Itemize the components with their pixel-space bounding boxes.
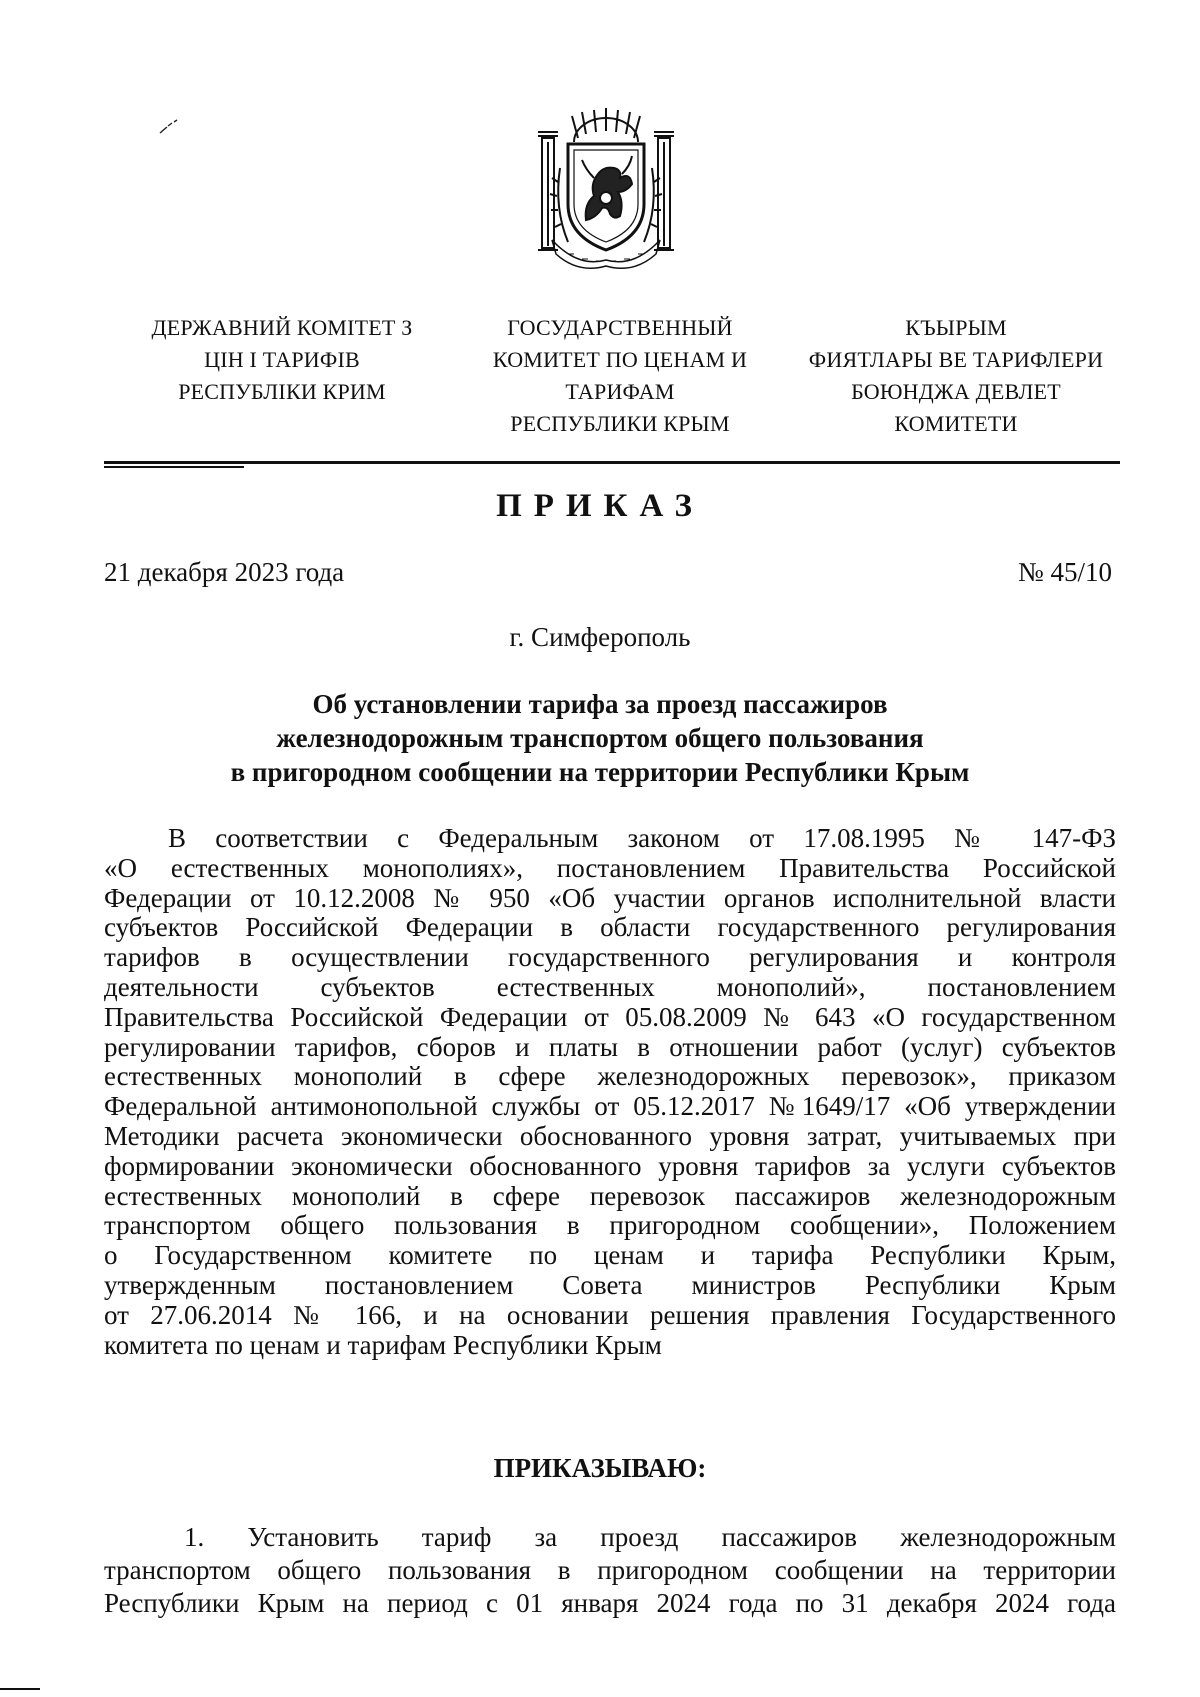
header-line: ДЕРЖАВНИЙ КОМІТЕТ З [151,315,413,340]
preamble-line: транспортом общего пользования в пригородном сообщении», Положением [104,1210,1116,1241]
header-line: КЪЫРЫМ [905,315,1007,340]
document-title: ПРИКАЗ [496,488,704,524]
preamble-line: формировании экономически обоснованного уровня тарифов за услуги субъектов [104,1150,1116,1181]
header-divider-accent [104,466,244,468]
preamble-line: субъектов Российской Федерации в области государственного регулирования [104,912,1116,943]
preamble-line: о Государственном комитете по ценам и тарифа Республики Крым, [104,1240,1116,1271]
header-line: РЕСПУБЛІКИ КРИМ [178,379,386,404]
header-crimean-tatar [786,312,1126,440]
preamble-paragraph [104,824,1116,1360]
preamble-line: деятельности субъектов естественных монополий», постановлением [104,971,1116,1002]
header-line: КОМИТЕТИ [894,411,1018,436]
document-number: № 45/10 [1017,557,1112,587]
header-line: ФИЯТЛАРЫ ВЕ ТАРИФЛЕРИ [808,347,1104,372]
preamble-line: утвержденным постановлением Совета министров Республики Крым [104,1269,1116,1300]
preamble-line: Федерации от 10.12.2008 № 950 «Об участии органов исполнительной власти [104,882,1116,913]
preamble-line: тарифов в осуществлении государственного регулирования и контроля [104,942,1116,973]
preamble-line: регулировании тарифов, сборов и платы в отношении работ (услуг) субъектов [104,1031,1116,1062]
header-line: ТАРИФАМ [565,379,675,404]
preamble-line: Правительства Российской Федерации от 05.08.2009 № 643 «О государственном [104,1001,1116,1032]
order-item-line: Республики Крым на период с 01 января 2024 года по 31 декабря 2024 года [104,1588,1116,1618]
document-subject [0,687,1200,789]
header-line: РЕСПУБЛИКИ КРЫМ [510,411,730,436]
header-line: ГОСУДАРСТВЕННЫЙ [507,315,733,340]
header-line: БОЮНДЖА ДЕВЛЕТ [851,379,1061,404]
scan-mark-icon [158,118,180,136]
header-ukrainian [122,312,442,408]
subject-line: железнодорожным транспортом общего пользования [276,723,924,753]
order-item-1 [104,1521,1116,1620]
crimea-coat-of-arms-icon [538,108,674,272]
header-line: ЦІН І ТАРИФІВ [204,347,360,372]
document-city: г. Симферополь [509,622,691,652]
header-russian [460,312,780,440]
document-date: 21 декабря 2023 года [104,557,345,587]
preamble-line: естественных монополий в сфере перевозок пассажиров железнодорожным [104,1180,1116,1211]
preamble-line: Методики расчета экономически обоснованного уровня затрат, учитываемых при [104,1120,1116,1151]
subject-line: Об установлении тарифа за проезд пассажиров [312,689,888,719]
orders-heading: ПРИКАЗЫВАЮ: [493,1453,707,1483]
header-divider [104,461,1120,464]
preamble-line: «О естественных монополиях», постановлением Правительства Российской [104,852,1116,883]
order-item-line: 1. Установить тариф за проезд пассажиров железнодорожным [184,1522,1116,1552]
preamble-line: Федеральной антимонопольной службы от 05.12.2017 №1649/17 «Об утверждении [104,1091,1116,1122]
header-line: КОМИТЕТ ПО ЦЕНАМ И [492,347,748,372]
preamble-line: от 27.06.2014 № 166, и на основании решения правления Государственного [104,1299,1116,1330]
scan-edge-mark [0,1688,40,1690]
preamble-line: В соответствии с Федеральным законом от 17.08.1995 № 147-ФЗ [168,823,1116,853]
order-item-line: транспортом общего пользования в пригородном сообщении на территории [104,1555,1116,1585]
preamble-line: естественных монополий в сфере железнодорожных перевозок», приказом [104,1061,1116,1092]
subject-line: в пригородном сообщении на территории Республики Крым [230,757,970,787]
preamble-line: комитета по ценам и тарифам Республики Крым [104,1329,662,1360]
